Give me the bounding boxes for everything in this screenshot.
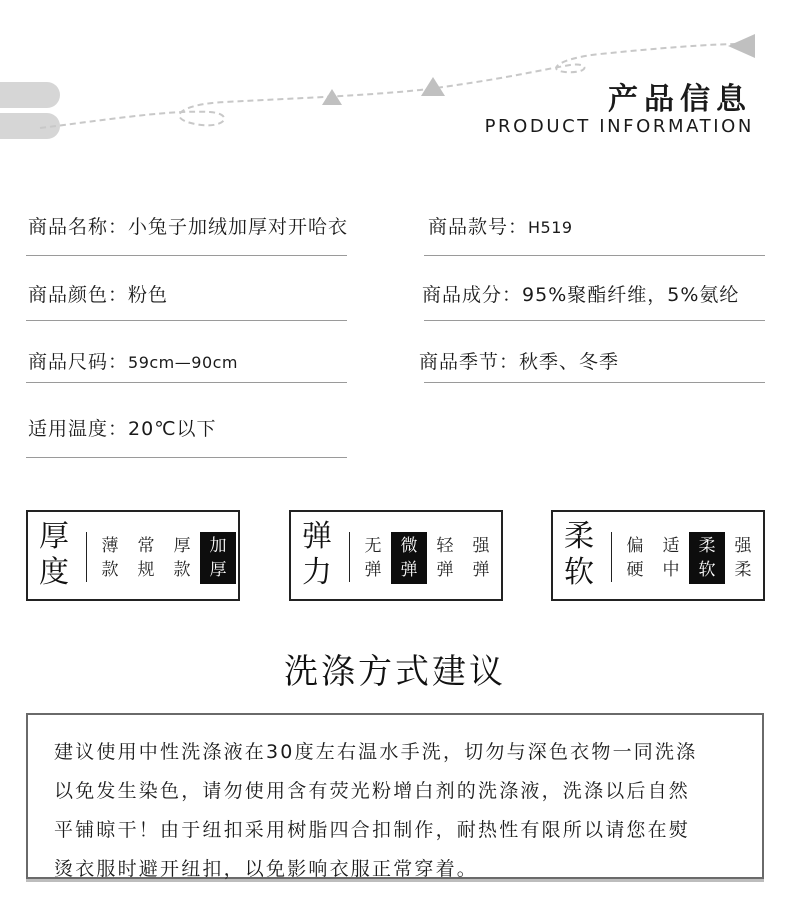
info-material-value: 95%聚酯纤维，5%氨纶 (522, 284, 740, 306)
scale-thickness-options (92, 532, 236, 584)
wash-line: 平铺晾干！由于纽扣采用树脂四合扣制作，耐热性有限所以请您在熨 (54, 819, 691, 841)
scale-option: 轻 弹 (436, 536, 454, 580)
scale-option-selected: 微 弹 (391, 532, 427, 584)
info-season (419, 347, 619, 374)
info-style-value: H519 (528, 218, 573, 237)
scale-option: 无 弹 (364, 536, 382, 580)
info-name-value: 小兔子加绒加厚对开哈衣 (128, 216, 349, 238)
scale-elasticity-title (299, 520, 335, 592)
info-name-label: 商品名称： (28, 216, 129, 238)
scale-option: 强 弹 (472, 536, 490, 580)
wash-line: 建议使用中性洗涤液在30度左右温水手洗，切勿与深色衣物一同洗涤 (54, 741, 698, 763)
divider (26, 320, 347, 321)
section-subtitle-product-info: PRODUCT INFORMATION (484, 116, 754, 137)
info-size (28, 347, 238, 374)
scale-title-char: 软 (564, 555, 594, 590)
divider (424, 320, 765, 321)
wash-line: 烫衣服时避开纽扣，以免影响衣服正常穿着。 (54, 858, 479, 880)
scale-softness (551, 510, 765, 601)
scale-option: 厚 款 (173, 536, 191, 580)
scale-option: 强 柔 (734, 536, 752, 580)
section-title-product-info: 产品信息 (608, 82, 752, 117)
scale-elasticity (289, 510, 503, 601)
scale-separator (86, 532, 87, 582)
scale-title-char: 厚 (39, 519, 69, 554)
info-style-label: 商品款号： (428, 216, 529, 238)
wash-instructions (26, 713, 764, 879)
scale-separator (349, 532, 350, 582)
scale-softness-options (617, 532, 761, 584)
scale-title-char: 度 (39, 555, 69, 590)
info-style (428, 212, 573, 239)
divider (424, 382, 765, 383)
info-color (28, 280, 168, 307)
scale-softness-title (561, 520, 597, 592)
info-temp-label: 适用温度： (28, 418, 129, 440)
divider (424, 255, 765, 256)
wash-line: 以免发生染色，请勿使用含有荧光粉增白剂的洗涤液，洗涤以后自然 (54, 780, 691, 802)
divider (26, 457, 347, 458)
divider (26, 255, 347, 256)
scale-option: 薄 款 (101, 536, 119, 580)
scale-thickness-title (36, 520, 72, 592)
divider (26, 382, 347, 383)
info-season-value: 秋季、冬季 (519, 351, 620, 373)
info-name (28, 212, 348, 239)
scale-option: 适 中 (662, 536, 680, 580)
scale-title-char: 弹 (302, 519, 332, 554)
info-temp-value: 20℃以下 (128, 418, 217, 440)
info-color-value: 粉色 (128, 284, 169, 306)
info-size-label: 商品尺码： (28, 351, 129, 373)
info-material-label: 商品成分： (422, 284, 523, 306)
scale-option: 偏 硬 (626, 536, 644, 580)
info-material (422, 280, 739, 307)
scale-title-char: 力 (302, 555, 332, 590)
scale-option-selected: 加 厚 (200, 532, 236, 584)
wash-title: 洗涤方式建议 (284, 652, 506, 692)
info-season-label: 商品季节： (419, 351, 520, 373)
decor-arrow-head (728, 34, 755, 58)
scale-separator (611, 532, 612, 582)
scale-thickness (26, 510, 240, 601)
scale-option-selected: 柔 软 (689, 532, 725, 584)
info-temp (28, 414, 217, 441)
info-size-value: 59cm—90cm (128, 353, 238, 372)
scale-elasticity-options (355, 532, 499, 584)
scale-option: 常 规 (137, 536, 155, 580)
scale-title-char: 柔 (564, 519, 594, 554)
info-color-label: 商品颜色： (28, 284, 129, 306)
